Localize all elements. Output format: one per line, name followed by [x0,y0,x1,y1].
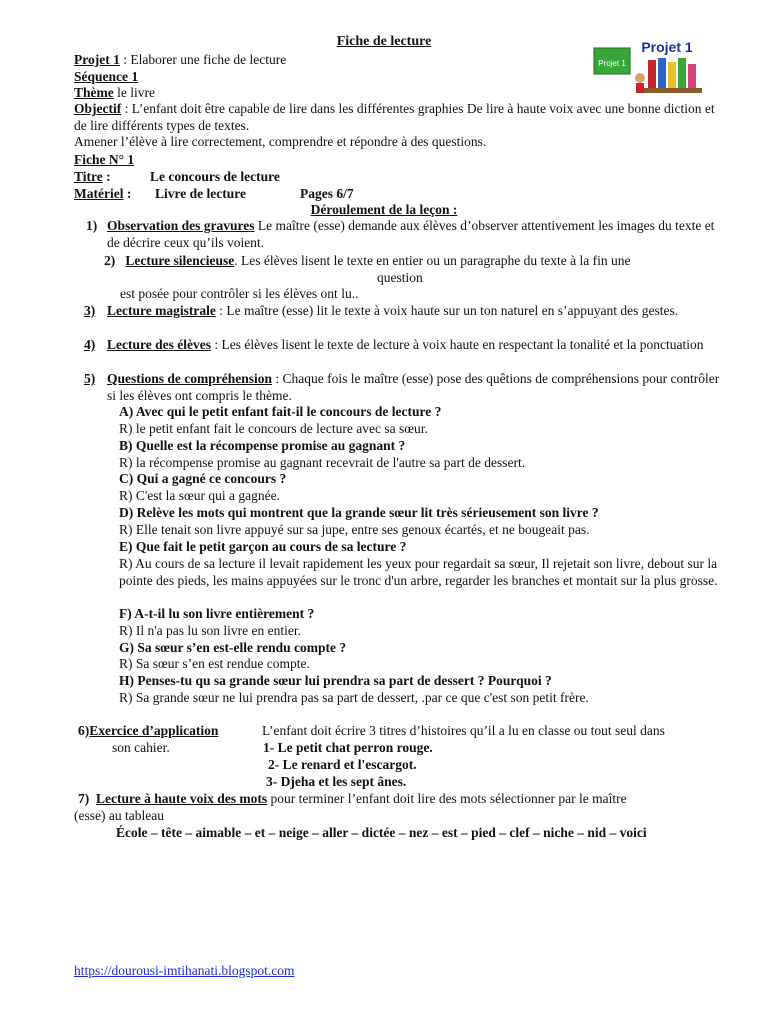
step5-text: Questions de compréhension : Chaque fois le maître (esse) pose des quêtions de compréhensions pour contrôler si les élèves ont compris le thème. [107,371,720,403]
answer-h: R) Sa grande sœur ne lui prendra pas sa part de dessert, .par ce que c'est son petit frère. [119,690,589,705]
titre-line [74,168,634,185]
titre-sep: : [102,169,111,184]
step3-text: Lecture magistrale : Le maître (esse) lit le texte à voix haute sur un ton naturel en s’appuyant des gestes. [107,303,679,318]
step4-num: 4) [84,337,96,352]
sequence-line [74,68,634,85]
logo-small-text: Projet 1 [598,59,626,68]
question-h: H) Penses-tu qu sa grande sœur lui prendra sa part de dessert ? Pourquoi ? [119,673,552,688]
answer-b: R) la récompense promise au gagnant recevrait de l'autre sa part de dessert. [119,455,526,470]
answer-g: R) Sa sœur s’en est rendue compte. [119,656,310,671]
step3-label: Lecture magistrale [107,303,216,318]
step1-label: Observation des gravures [107,218,255,233]
exercice-heading [78,723,259,740]
step4-label: Lecture des élèves [107,337,211,352]
logo-big-text: Projet 1 [641,39,693,55]
theme-value: le livre [113,85,155,100]
pages-value: 6/7 [333,186,354,201]
exercice-title-3: 3- Djeha et les sept ânes. [266,774,407,789]
step1-num: 1) [86,218,98,233]
exercice-title-2: 2- Le renard et l'escargot. [268,757,417,772]
step5-num: 5) [84,371,96,386]
question-e: E) Que fait le petit garçon au cours de sa lecture ? [119,539,407,554]
sequence-label: Séquence 1 [74,69,139,84]
deroulement-heading: Déroulement de la leçon : [310,202,458,217]
materiel-sep: : [123,186,132,201]
answer-a: R) le petit enfant fait le concours de lecture avec sa sœur. [119,421,428,436]
theme-label: Thème [74,85,114,100]
question-f: F) A-t-il lu son livre entièrement ? [119,606,315,621]
materiel-line [74,185,634,202]
question-b: B) Quelle est la récompense promise au gagnant ? [119,438,406,453]
words-list: École – tête – aimable – et – neige – aller – dictée – nez – est – pied – clef – niche – nid – voici [116,825,647,840]
footer-link[interactable]: https://dourousi-imtihanati.blogspot.com [74,963,295,978]
materiel-value: Livre de lecture [155,186,246,201]
answer-f: R) Il n'a pas lu son livre en entier. [119,623,302,638]
titre-label: Titre [74,169,103,184]
exercice-num: 6) [78,723,90,738]
step2-num: 2) [104,253,116,268]
page-title: Fiche de lecture [336,34,432,49]
fiche-label: Fiche N° 1 [74,152,135,167]
materiel-label: Matériel [74,186,124,201]
question-c: C) Qui a gagné ce concours ? [119,471,287,486]
step2-cont: est posée pour contrôler si les élèves ont lu.. [120,286,359,301]
step2-center: question [377,270,423,285]
pages-label: Pages [300,186,333,201]
exercice-text: L’enfant doit écrire 3 titres d’histoires qu’il a lu en classe ou tout seul dans [262,723,665,738]
step5-label: Questions de compréhension [107,371,273,386]
question-g: G) Sa sœur s’en est-elle rendu compte ? [119,640,347,655]
projet-label: Projet 1 [74,52,120,67]
question-d: D) Relève les mots qui montrent que la grande sœur lit très sérieusement son livre ? [119,505,599,520]
step4-text: Lecture des élèves : Les élèves lisent le texte de lecture à voix haute en respectant la tonalité et la ponctuation [107,337,704,352]
exercice-label: Exercice d’application [89,723,219,738]
projet-line [74,51,634,68]
step3-num: 3) [84,303,96,318]
step2-label: Lecture silencieuse [125,253,235,268]
lecture-haute-cont: (esse) au tableau [74,808,164,823]
lecture-haute-num: 7) [78,791,90,806]
answer-d: R) Elle tenait son livre appuyé sur sa jupe, entre ses genoux écartés, et ne bougeait pas. [119,522,590,537]
step1-text: Observation des gravures Le maître (esse) demande aux élèves d’observer attentivement les images du texte et de décrire ceux qu’ils voient. [107,218,715,250]
step2-line: 2) Lecture silencieuse. Les élèves lisent le texte en entier ou un paragraphe du texte à la fin une [104,253,631,268]
answer-c: R) C'est la sœur qui a gagnée. [119,488,281,503]
objectif-line2: Amener l’élève à lire correctement, comprendre et répondre à des questions. [74,134,487,149]
lecture-haute-label: Lecture à haute voix des mots [96,791,268,806]
theme-line [74,84,634,101]
objectif-value: : L’enfant doit être capable de lire dans les différentes graphies De lire à haute voix avec une bonne diction et de lire différents types de textes. [74,101,715,133]
answer-e: R) Au cours de sa lecture il levait rapidement les yeux pour regardait sa sœur, Il rejetait son livre, debout sur la pointe des pieds, les mains appuyées sur le tronc d'un arbre, regarder les branches et montait sur la plus grosse. [119,556,718,588]
fiche-line [74,151,634,168]
exercice-cont: son cahier. [112,740,170,755]
objectif-block [74,101,724,151]
lecture-haute-line: 7) Lecture à haute voix des mots pour terminer l’enfant doit lire des mots sélectionner par le maître [78,791,627,806]
projet-value: : Elaborer une fiche de lecture [119,52,287,67]
exercice-title-1: 1- Le petit chat perron rouge. [263,740,433,755]
question-a: A) Avec qui le petit enfant fait-il le concours de lecture ? [119,404,442,419]
titre-value: Le concours de lecture [150,169,280,184]
objectif-label: Objectif [74,101,122,116]
